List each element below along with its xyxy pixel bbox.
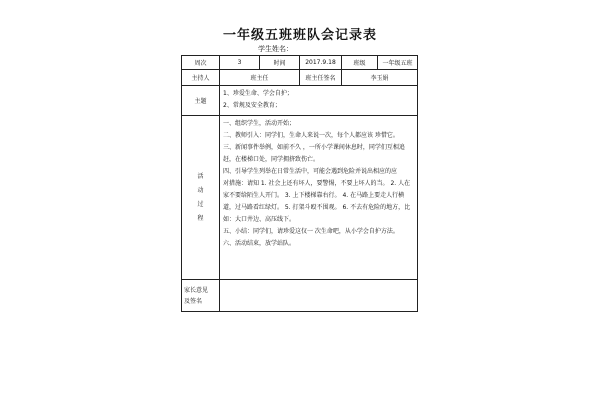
sign-label: 班主任签名 xyxy=(300,70,342,86)
host-value: 班主任 xyxy=(220,70,300,86)
topic-row xyxy=(182,86,418,116)
activity-line: 六、活动结束，放学站队。 xyxy=(223,240,296,247)
activity-line: 家不要给陌生人开门。 3. 上下楼梯靠右行。 4. 在马路上要走人行横 xyxy=(223,192,405,199)
activity-line: 对措施：请知 1. 社会上还有坏人，要警惕，不要上坏人的当。 2. 人在 xyxy=(223,180,411,187)
class-value: 一年级五班 xyxy=(378,56,418,70)
time-label: 时间 xyxy=(260,56,300,70)
student-name-label: 学生姓名： xyxy=(258,45,293,53)
topic-label: 主题 xyxy=(182,86,220,116)
host-row xyxy=(182,70,418,86)
activity-line: 五、小结：同学们，请珍爱这仅一 次生命吧，从小学会自护方法。 xyxy=(223,228,399,235)
parent-label: 家长意见 及签名 xyxy=(182,280,220,312)
activity-line: 赶，在楼梯口处，同学拥挤致伤亡。 xyxy=(223,156,320,163)
activity-line: 三、新闻事件举例，如前不久 ，一所小学课间休息时，同学们互相追 xyxy=(223,144,405,151)
record-table xyxy=(181,55,418,312)
activity-line: 道，过马路看红绿灯。 5. 打架斗殴不围观。 6. 不去有危险的地方，比 xyxy=(223,204,411,211)
time-value: 2017.9.18 xyxy=(300,56,342,70)
activity-line: 如：大口井边、高压线下。 xyxy=(223,216,296,223)
topic-content xyxy=(220,86,418,116)
activity-row xyxy=(182,116,418,280)
activity-line: 一、组织学生，活动开始； xyxy=(223,120,296,127)
sign-value: 李玉娟 xyxy=(342,70,418,86)
document-title: 一年级五班班队会记录表 xyxy=(222,28,377,43)
class-label: 班级 xyxy=(342,56,378,70)
parent-row xyxy=(182,280,418,312)
parent-signature-field[interactable] xyxy=(220,280,418,312)
activity-line: 二、教师引入：同学们，生命人来说一次，每个人都应该 珍惜它。 xyxy=(223,132,399,139)
host-label: 主持人 xyxy=(182,70,220,86)
activity-line: 四、引导学生列举在日常生活中，可能会遇到危险并说出相应的应 xyxy=(223,168,398,175)
activity-content xyxy=(220,116,418,280)
activity-label: 活 动 过 程 xyxy=(182,116,220,280)
week-value: 3 xyxy=(220,56,260,70)
topic-line: 2、常规及安全教育； xyxy=(223,102,281,109)
topic-line: 1、珍爱生命、学会自护； xyxy=(223,90,293,97)
week-label: 周次 xyxy=(182,56,220,70)
info-row xyxy=(182,56,418,70)
